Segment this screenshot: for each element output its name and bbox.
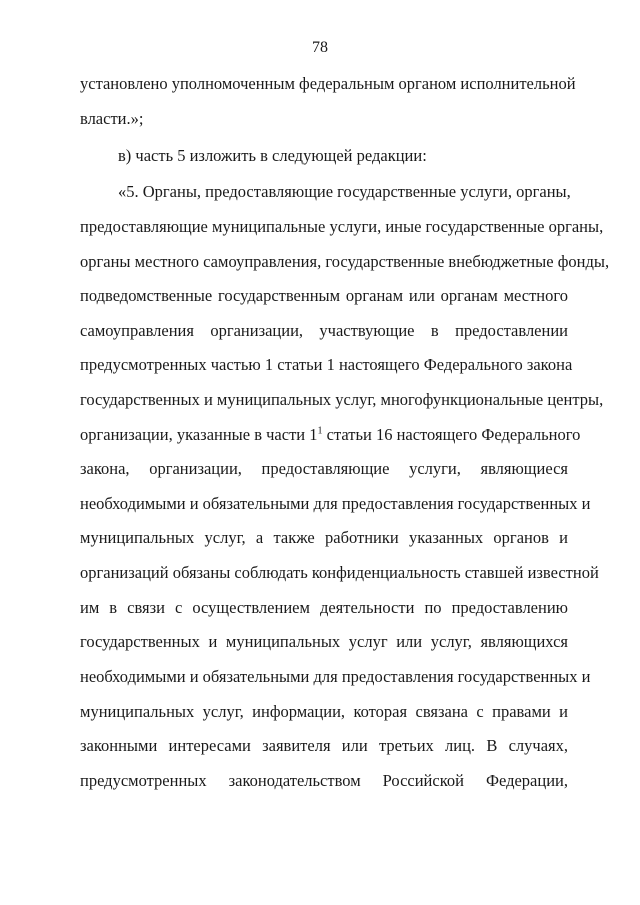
page-number: 78	[312, 39, 328, 56]
text-line: закона, организации, предоставляющие услуги, являющиеся	[80, 459, 568, 478]
text-line: им в связи с осуществлением деятельности по предоставлению	[80, 598, 568, 617]
text-line: предусмотренных частью 1 статьи 1 настоящего Федерального закона	[80, 355, 573, 374]
text-line: установлено уполномоченным федеральным органом исполнительной	[80, 74, 576, 93]
text-line: в) часть 5 изложить в следующей редакции:	[118, 146, 427, 165]
text-segment: статьи 16 настоящего Федерального	[322, 425, 581, 444]
text-line: государственных и муниципальных услуг, многофункциональные центры,	[80, 390, 604, 409]
text-line: необходимыми и обязательными для предоставления государственных и	[80, 667, 591, 686]
text-segment: организации, указанные в части 1	[80, 425, 318, 444]
text-line: муниципальных услуг, а также работники указанных органов и	[80, 528, 568, 547]
text-line: органы местного самоуправления, государственные внебюджетные фонды,	[80, 252, 610, 271]
text-line: организаций обязаны соблюдать конфиденциальность ставшей известной	[80, 563, 599, 582]
text-line: предоставляющие муниципальные услуги, иные государственные органы,	[80, 217, 604, 236]
text-line: необходимыми и обязательными для предоставления государственных и	[80, 494, 591, 513]
text-line: законными интересами заявителя или третьих лиц. В случаях,	[80, 736, 568, 755]
superscript-number: 1	[317, 425, 323, 437]
text-line: муниципальных услуг, информации, которая связана с правами и	[80, 702, 568, 721]
text-line: предусмотренных законодательством Российской Федерации,	[80, 771, 568, 790]
text-line: власти.»;	[80, 109, 144, 128]
text-line: «5. Органы, предоставляющие государственные услуги, органы,	[118, 182, 571, 201]
text-line-with-superscript	[80, 425, 581, 445]
text-line: государственных и муниципальных услуг или услуг, являющихся	[80, 632, 568, 651]
text-line: самоуправления организации, участвующие в предоставлении	[80, 321, 568, 340]
text-line: подведомственные государственным органам или органам местного	[80, 286, 568, 305]
